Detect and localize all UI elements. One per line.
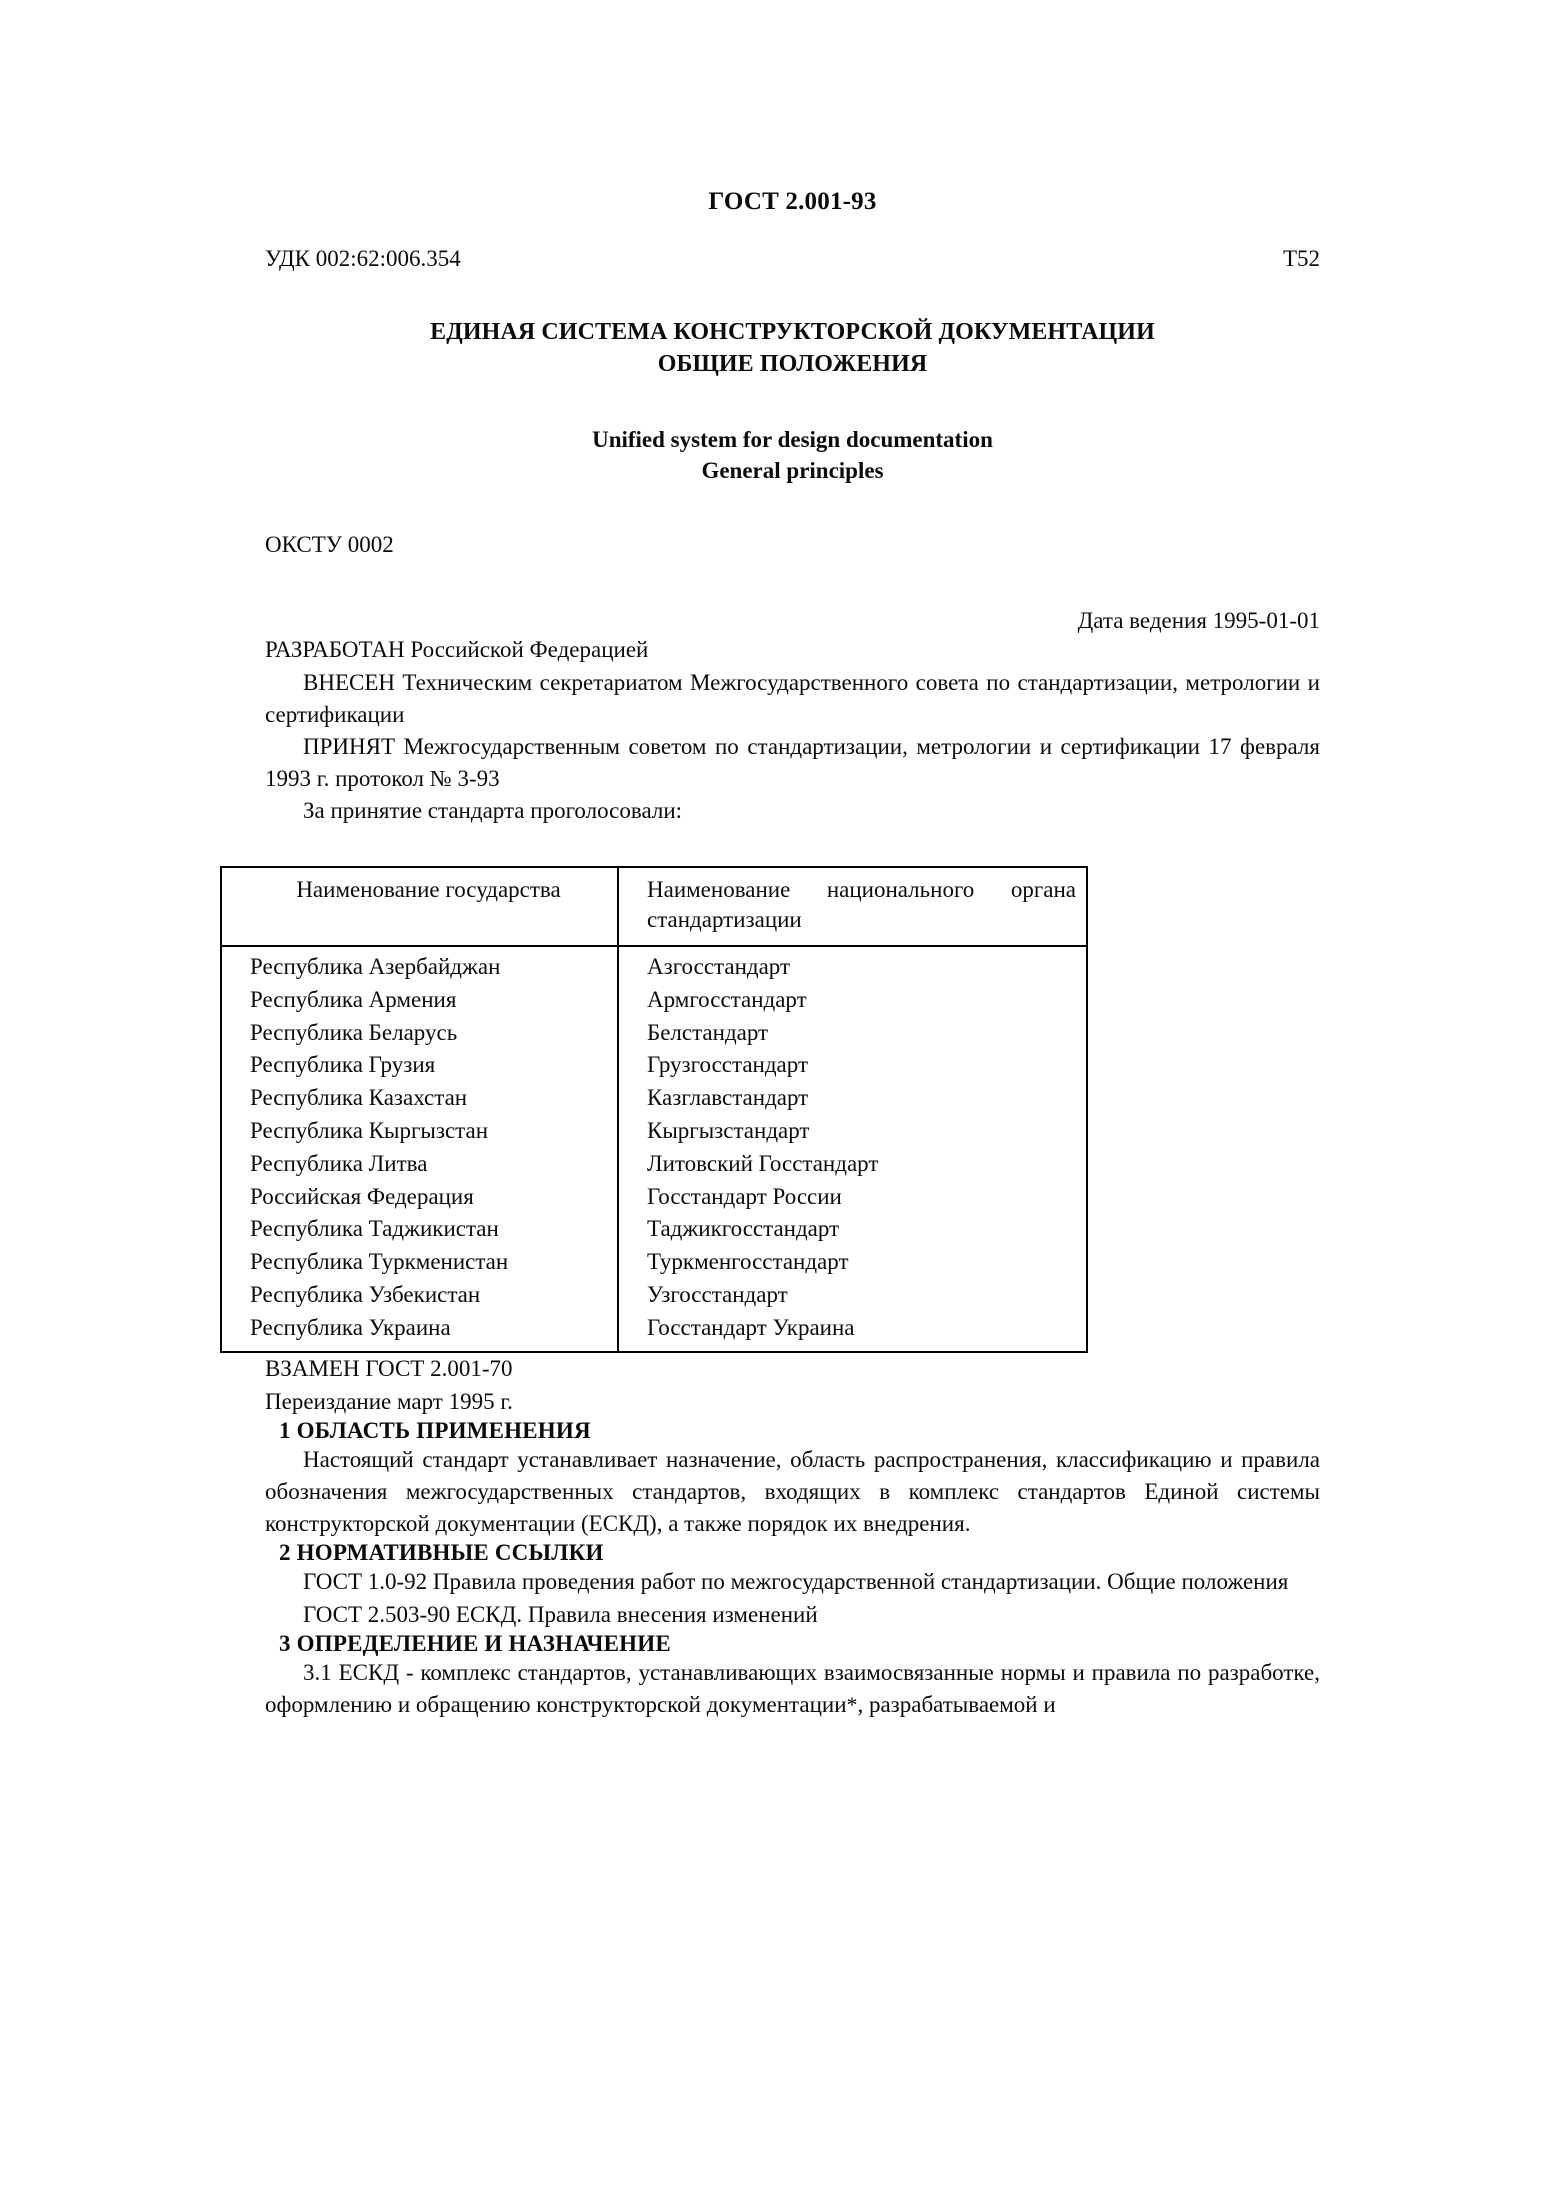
bodies-cell [618, 946, 1087, 1352]
state-name: Республика Кыргызстан [250, 1118, 489, 1144]
vote-intro-paragraph: За принятие стандарта проголосовали: [303, 798, 683, 824]
vote-table [220, 866, 1088, 1354]
state-name: Республика Литва [250, 1150, 428, 1176]
document-title [265, 317, 1320, 380]
standardization-body-name: Кыргызстандарт [647, 1118, 810, 1144]
adopted-by-paragraph: ПРИНЯТ Межгосударственным советом по стандартизации, метрологии и сертификации 17 февраля 1993 г. протокол № 3-93 [265, 734, 1320, 792]
footnote-asterisk: * [846, 1692, 858, 1717]
standardization-body-name: Литовский Госстандарт [647, 1150, 879, 1176]
standardization-body-name: Грузгосстандарт [647, 1052, 808, 1078]
replaces-paragraph: ВЗАМЕН ГОСТ 2.001-70 [265, 1356, 513, 1382]
section-3-1-text-before: 3.1 ЕСКД - комплекс стандартов, устанавливающих взаимосвязанные нормы и правила по разработке, оформлению и обращению конструкторской документации [265, 1659, 1320, 1717]
oksty-code: ОКСТУ 0002 [265, 532, 394, 558]
standardization-body-name: Таджикгосстандарт [647, 1216, 840, 1242]
bodies-list [619, 947, 1086, 1351]
udk-row [265, 246, 1320, 272]
subtitle-line-1: Unified system for design documentation [592, 427, 993, 453]
standardization-body-name: Туркменгосстандарт [647, 1249, 849, 1275]
state-name: Республика Азербайджан [250, 954, 501, 980]
section-1-body: Настоящий стандарт устанавливает назначение, область распространения, классификацию и правила обозначения межгосударственных стандартов, входящих в комплекс стандартов Единой системы конструкторской документации (ЕСКД), а также порядок их внедрения. [265, 1446, 1320, 1537]
section-2-reference-1: ГОСТ 1.0-92 Правила проведения работ по межгосударственной стандартизации. Общие положения [303, 1569, 1289, 1595]
title-line-1: ЕДИНАЯ СИСТЕМА КОНСТРУКТОРСКОЙ ДОКУМЕНТАЦИИ [430, 319, 1155, 345]
vote-table-container [220, 866, 1086, 1354]
state-name: Республика Беларусь [250, 1019, 458, 1045]
udk-code: УДК 002:62:006.354 [265, 246, 461, 271]
document-subtitle-english [265, 424, 1320, 486]
developed-by-paragraph: РАЗРАБОТАН Российской Федерацией [265, 637, 649, 663]
section-1-heading: 1 ОБЛАСТЬ ПРИМЕНЕНИЯ [279, 1417, 591, 1443]
state-name: Республика Украина [250, 1314, 451, 1340]
section-3-paragraph-3-1 [265, 1657, 1320, 1721]
submitted-by-paragraph: ВНЕСЕН Техническим секретариатом Межгосударственного совета по стандартизации, метрологии и сертификации [265, 669, 1320, 727]
state-name: Российская Федерация [250, 1183, 474, 1209]
state-name: Республика Узбекистан [250, 1281, 481, 1307]
state-name: Республика Туркменистан [250, 1249, 509, 1275]
reissue-paragraph: Переиздание март 1995 г. [265, 1388, 513, 1414]
state-name: Республика Казахстан [250, 1085, 468, 1111]
standardization-body-name: Белстандарт [647, 1019, 769, 1045]
section-2-reference-2: ГОСТ 2.503-90 ЕСКД. Правила внесения изменений [303, 1601, 818, 1627]
standard-number: ГОСТ 2.001-93 [708, 188, 877, 215]
state-name: Республика Армения [250, 986, 457, 1012]
column-header-body: Наименование национального органа стандартизации [618, 867, 1087, 947]
section-3-heading: 3 ОПРЕДЕЛЕНИЕ И НАЗНАЧЕНИЕ [279, 1630, 671, 1656]
column-header-state: Наименование государства [221, 867, 618, 947]
title-line-2: ОБЩИЕ ПОЛОЖЕНИЯ [657, 350, 928, 377]
standardization-body-name: Казглавстандарт [647, 1085, 809, 1111]
states-cell [221, 946, 618, 1352]
effective-date: Дата ведения 1995-01-01 [1077, 608, 1320, 634]
vote-table-head [221, 867, 1087, 947]
state-name: Республика Грузия [250, 1052, 436, 1078]
states-list [222, 947, 617, 1351]
table-row [221, 946, 1087, 1352]
standardization-body-name: Азгосстандарт [647, 954, 791, 980]
table-header-row [221, 867, 1087, 947]
section-3-1-text-after: , разрабатываемой и [857, 1691, 1056, 1717]
state-name: Республика Таджикистан [250, 1216, 499, 1242]
standardization-body-name: Госстандарт России [647, 1183, 842, 1209]
page-content [250, 0, 1320, 1721]
standardization-body-name: Госстандарт Украина [647, 1314, 855, 1340]
standardization-body-name: Армгосстандарт [647, 986, 807, 1012]
subtitle-line-2: General principles [701, 458, 884, 484]
classification-code: Т52 [1282, 246, 1320, 271]
vote-table-body [221, 946, 1087, 1352]
standardization-body-name: Узгосстандарт [647, 1281, 788, 1307]
section-2-heading: 2 НОРМАТИВНЫЕ ССЫЛКИ [279, 1540, 604, 1566]
